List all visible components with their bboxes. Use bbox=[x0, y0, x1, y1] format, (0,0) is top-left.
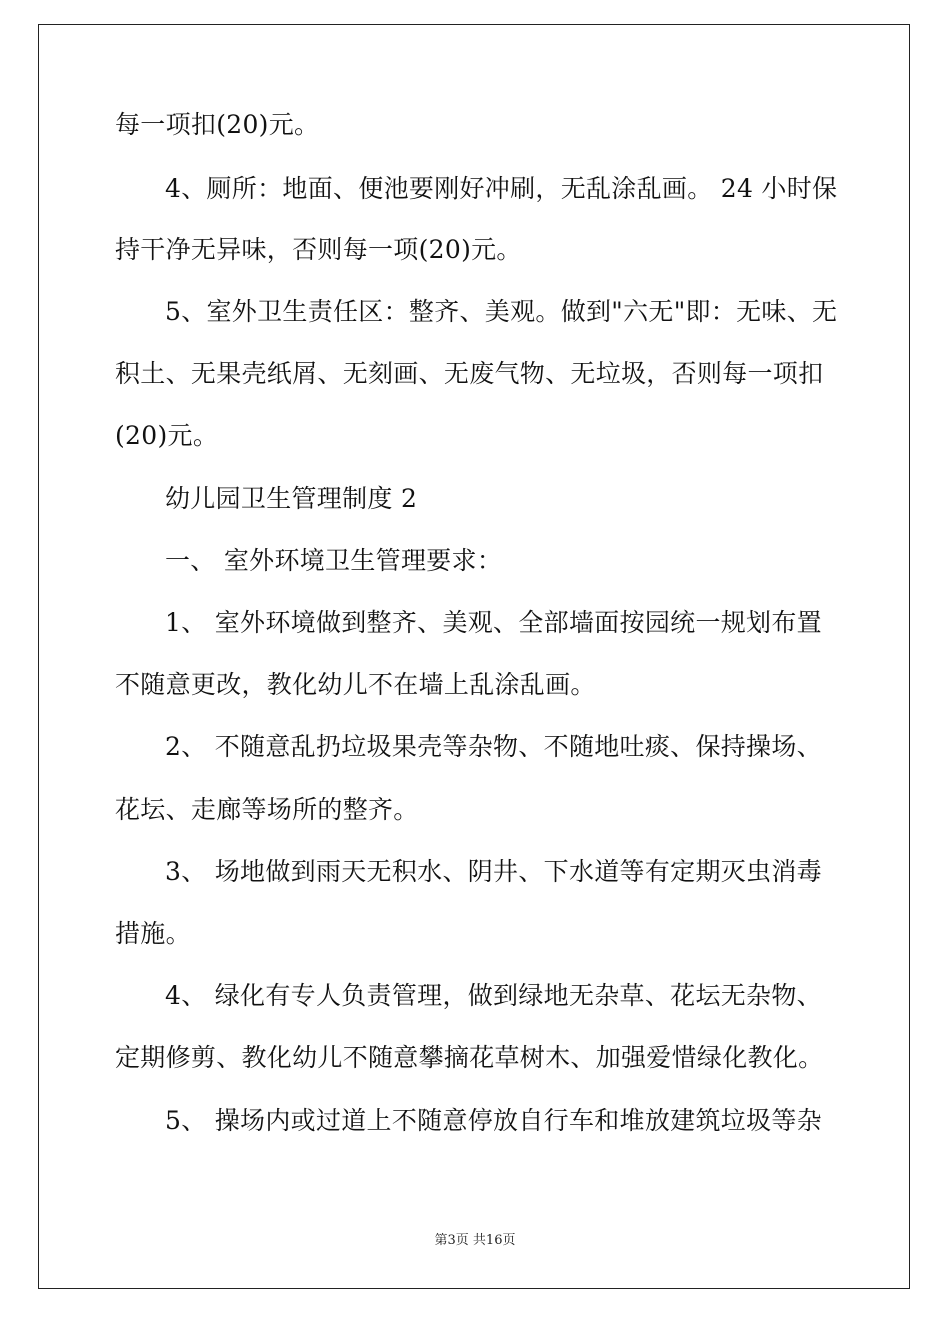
page-border bbox=[38, 24, 910, 1289]
text-line: 不随意更改，教化幼儿不在墙上乱涂乱画。 bbox=[115, 670, 596, 699]
text-line: 定期修剪、教化幼儿不随意攀摘花草树木、加强爱惜绿化教化。 bbox=[115, 1043, 824, 1072]
page-number: 第3页 共16页 bbox=[434, 1233, 516, 1248]
subsection-heading: 一、 室外环境卫生管理要求： bbox=[165, 546, 503, 575]
text-line: 4、厕所：地面、便池要刚好冲刷，无乱涂乱画。 24 小时保 bbox=[165, 174, 838, 203]
text-line: 积土、无果壳纸屑、无刻画、无废气物、无垃圾，否则每一项扣 bbox=[115, 359, 824, 388]
text-line: 3、 场地做到雨天无积水、阴井、下水道等有定期灭虫消毒 bbox=[165, 857, 822, 886]
section-heading: 幼儿园卫生管理制度 2 bbox=[165, 484, 418, 513]
text-line: 持干净无异味，否则每一项(20)元。 bbox=[115, 235, 522, 264]
text-line: (20)元。 bbox=[115, 421, 219, 450]
text-line: 花坛、走廊等场所的整齐。 bbox=[115, 795, 419, 824]
text-line: 2、 不随意乱扔垃圾果壳等杂物、不随地吐痰、保持操场、 bbox=[165, 732, 822, 761]
text-line: 5、室外卫生责任区：整齐、美观。做到"六无"即：无味、无 bbox=[165, 297, 838, 326]
text-line: 措施。 bbox=[115, 919, 191, 948]
text-line: 5、 操场内或过道上不随意停放自行车和堆放建筑垃圾等杂 bbox=[165, 1106, 822, 1135]
text-line: 每一项扣(20)元。 bbox=[115, 110, 320, 139]
text-line: 4、 绿化有专人负责管理，做到绿地无杂草、花坛无杂物、 bbox=[165, 981, 822, 1010]
text-line: 1、 室外环境做到整齐、美观、全部墙面按园统一规划布置 bbox=[165, 608, 822, 637]
